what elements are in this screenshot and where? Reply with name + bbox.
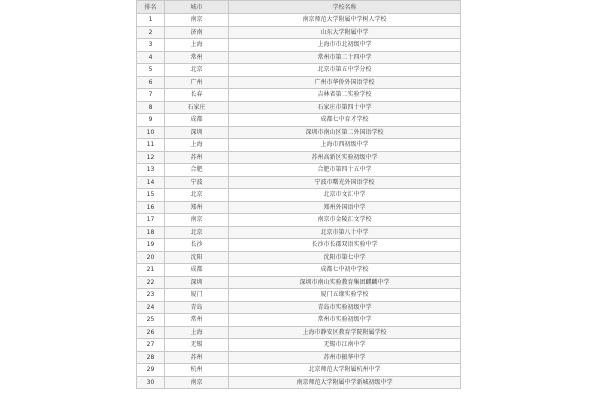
cell-rank: 11	[137, 139, 165, 152]
cell-school-name: 深圳市南山实验教育集团麒麟中学	[229, 276, 461, 289]
table-row	[137, 239, 461, 252]
ranking-table-container	[136, 0, 460, 389]
table-body	[137, 14, 461, 389]
table-row	[137, 251, 461, 264]
table-row	[137, 126, 461, 139]
table-row	[137, 114, 461, 127]
cell-city: 深圳	[165, 276, 229, 289]
cell-rank: 21	[137, 264, 165, 277]
cell-rank: 9	[137, 114, 165, 127]
table-row	[137, 376, 461, 389]
cell-rank: 25	[137, 314, 165, 327]
cell-school-name: 成都七中初中学校	[229, 264, 461, 277]
cell-rank: 22	[137, 276, 165, 289]
table-row	[137, 176, 461, 189]
cell-school-name: 宁波市曙光外国语学校	[229, 176, 461, 189]
cell-rank: 8	[137, 101, 165, 114]
cell-city: 常州	[165, 51, 229, 64]
cell-school-name: 苏州高新区实验初级中学	[229, 151, 461, 164]
cell-school-name: 郑州外国语中学	[229, 201, 461, 214]
cell-rank: 28	[137, 351, 165, 364]
header-rank: 排名	[137, 1, 165, 14]
cell-school-name: 南京师范大学附属中学树人学校	[229, 14, 461, 27]
cell-city: 石家庄	[165, 101, 229, 114]
cell-school-name: 合肥市第四十五中学	[229, 164, 461, 177]
cell-rank: 6	[137, 76, 165, 89]
header-city: 城市	[165, 1, 229, 14]
table-row	[137, 289, 461, 302]
table-row	[137, 301, 461, 314]
cell-city: 宁波	[165, 176, 229, 189]
table-row	[137, 51, 461, 64]
cell-rank: 13	[137, 164, 165, 177]
table-row	[137, 64, 461, 77]
cell-school-name: 吉林省第二实验学校	[229, 89, 461, 102]
cell-rank: 20	[137, 251, 165, 264]
cell-school-name: 上海市西初级中学	[229, 139, 461, 152]
table-row	[137, 339, 461, 352]
cell-school-name: 北京师范大学附属杭州中学	[229, 364, 461, 377]
table-row	[137, 151, 461, 164]
cell-rank: 19	[137, 239, 165, 252]
cell-rank: 23	[137, 289, 165, 302]
cell-rank: 1	[137, 14, 165, 27]
table-row	[137, 39, 461, 52]
cell-city: 厦门	[165, 289, 229, 302]
table-row	[137, 314, 461, 327]
cell-rank: 18	[137, 226, 165, 239]
cell-city: 郑州	[165, 201, 229, 214]
cell-city: 深圳	[165, 126, 229, 139]
cell-city: 南京	[165, 376, 229, 389]
cell-rank: 27	[137, 339, 165, 352]
cell-school-name: 无锡市江南中学	[229, 339, 461, 352]
cell-rank: 17	[137, 214, 165, 227]
cell-city: 北京	[165, 226, 229, 239]
table-row	[137, 101, 461, 114]
cell-rank: 24	[137, 301, 165, 314]
cell-city: 青岛	[165, 301, 229, 314]
cell-rank: 5	[137, 64, 165, 77]
cell-city: 成都	[165, 114, 229, 127]
cell-school-name: 厦门五缘实验学校	[229, 289, 461, 302]
cell-city: 南京	[165, 214, 229, 227]
table-row	[137, 226, 461, 239]
cell-city: 无锡	[165, 339, 229, 352]
cell-school-name: 广州市华侨外国语学校	[229, 76, 461, 89]
cell-city: 上海	[165, 326, 229, 339]
cell-city: 合肥	[165, 164, 229, 177]
cell-city: 上海	[165, 39, 229, 52]
cell-city: 南京	[165, 14, 229, 27]
table-row	[137, 164, 461, 177]
table-row	[137, 264, 461, 277]
table-row	[137, 364, 461, 377]
cell-city: 上海	[165, 139, 229, 152]
cell-city: 苏州	[165, 151, 229, 164]
cell-rank: 26	[137, 326, 165, 339]
school-ranking-table	[136, 0, 461, 389]
cell-school-name: 苏州市振华中学	[229, 351, 461, 364]
cell-city: 北京	[165, 189, 229, 202]
cell-school-name: 上海市市北初级中学	[229, 39, 461, 52]
cell-rank: 14	[137, 176, 165, 189]
cell-rank: 10	[137, 126, 165, 139]
cell-school-name: 深圳市南山区第二外国语学校	[229, 126, 461, 139]
table-row	[137, 276, 461, 289]
cell-school-name: 沈阳市第七中学	[229, 251, 461, 264]
table-row	[137, 26, 461, 39]
cell-school-name: 北京市文汇中学	[229, 189, 461, 202]
cell-rank: 2	[137, 26, 165, 39]
table-row	[137, 139, 461, 152]
header-school-name: 学校名称	[229, 1, 461, 14]
cell-rank: 16	[137, 201, 165, 214]
table-header-row	[137, 1, 461, 14]
cell-city: 长沙	[165, 239, 229, 252]
cell-school-name: 青岛市实验初级中学	[229, 301, 461, 314]
table-row	[137, 14, 461, 27]
cell-school-name: 北京市第八十中学	[229, 226, 461, 239]
cell-city: 广州	[165, 76, 229, 89]
cell-city: 杭州	[165, 364, 229, 377]
table-row	[137, 189, 461, 202]
cell-rank: 29	[137, 364, 165, 377]
cell-city: 成都	[165, 264, 229, 277]
table-row	[137, 326, 461, 339]
cell-school-name: 常州市第二十四中学	[229, 51, 461, 64]
cell-school-name: 常州市实验初级中学	[229, 314, 461, 327]
cell-rank: 3	[137, 39, 165, 52]
cell-city: 北京	[165, 64, 229, 77]
cell-school-name: 长沙市长郡双语实验中学	[229, 239, 461, 252]
table-row	[137, 89, 461, 102]
table-row	[137, 201, 461, 214]
cell-city: 常州	[165, 314, 229, 327]
cell-school-name: 山东大学附属中学	[229, 26, 461, 39]
cell-rank: 4	[137, 51, 165, 64]
cell-rank: 7	[137, 89, 165, 102]
cell-school-name: 石家庄市第四十中学	[229, 101, 461, 114]
cell-school-name: 北京市第五中学分校	[229, 64, 461, 77]
table-row	[137, 76, 461, 89]
cell-rank: 30	[137, 376, 165, 389]
cell-city: 济南	[165, 26, 229, 39]
table-row	[137, 351, 461, 364]
cell-city: 沈阳	[165, 251, 229, 264]
cell-city: 长春	[165, 89, 229, 102]
cell-school-name: 上海市静安区教育学院附属学校	[229, 326, 461, 339]
table-row	[137, 214, 461, 227]
cell-school-name: 成都七中育才学校	[229, 114, 461, 127]
cell-school-name: 南京师范大学附属中学新城初级中学	[229, 376, 461, 389]
cell-city: 苏州	[165, 351, 229, 364]
cell-rank: 15	[137, 189, 165, 202]
cell-school-name: 南京市金陵汇文学校	[229, 214, 461, 227]
cell-rank: 12	[137, 151, 165, 164]
